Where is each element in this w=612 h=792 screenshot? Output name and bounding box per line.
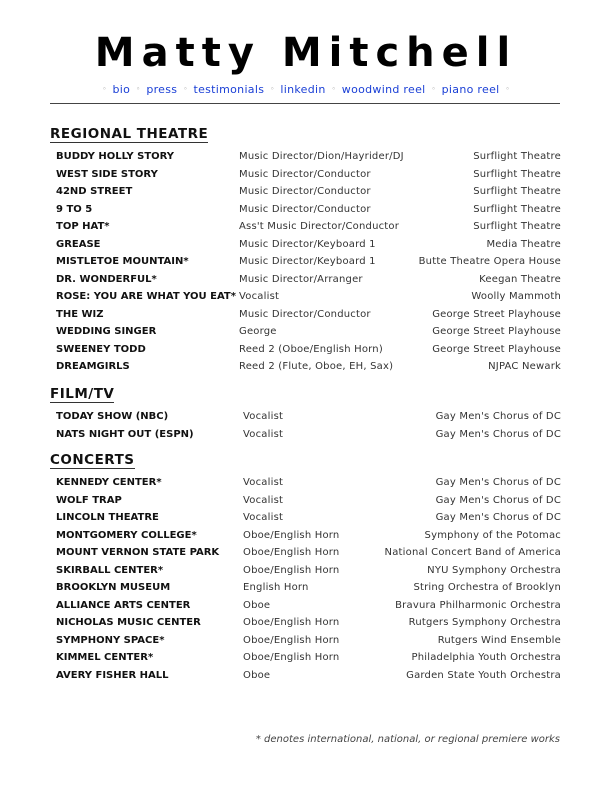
credit-role: Music Director/Dion/Hayrider/DJ: [239, 151, 404, 162]
credit-row: [56, 341, 561, 358]
credit-role: Oboe/English Horn: [243, 564, 340, 576]
credit-row: [56, 492, 561, 509]
credit-role: Oboe: [243, 599, 271, 611]
credit-row: [56, 614, 561, 631]
credit-role: Reed 2 (Oboe/English Horn): [239, 343, 383, 355]
credit-row: [56, 358, 561, 375]
credit-venue: Gay Men's Chorus of DC: [435, 428, 561, 440]
nav-bullet-icon: ◦: [183, 85, 188, 93]
credit-show: SWEENEY TODD: [56, 343, 146, 355]
credit-row: [56, 667, 561, 684]
credit-show: MISTLETOE MOUNTAIN*: [56, 256, 189, 267]
credit-show: THE WIZ: [56, 308, 104, 320]
credit-venue: Surflight Theatre: [473, 203, 561, 215]
credit-venue: Rutgers Wind Ensemble: [437, 634, 561, 646]
credit-venue: Rutgers Symphony Orchestra: [408, 617, 561, 628]
credit-show: TOP HAT*: [56, 221, 110, 232]
nav-bullet-icon: ◦: [505, 85, 510, 93]
credit-venue: NJPAC Newark: [488, 361, 561, 372]
nav-bullet-icon: ◦: [270, 85, 275, 93]
credit-show: 9 TO 5: [56, 203, 93, 215]
credit-venue: George Street Playhouse: [432, 326, 561, 337]
nav-bullet-icon: ◦: [331, 85, 336, 93]
credit-show: MONTGOMERY COLLEGE*: [56, 529, 197, 541]
credit-role: Vocalist: [243, 411, 284, 422]
credit-role: Reed 2 (Flute, Oboe, EH, Sax): [239, 361, 394, 372]
credit-role: Oboe/English Horn: [243, 529, 340, 541]
credit-show: DREAMGIRLS: [56, 361, 130, 372]
credit-venue: Woolly Mammoth: [471, 291, 561, 302]
credit-show: 42ND STREET: [56, 186, 133, 197]
footnote: * denotes international, national, or regional premiere works: [255, 734, 560, 745]
credit-row: [56, 288, 561, 305]
credit-role: Ass't Music Director/Conductor: [239, 221, 400, 232]
credit-show: AVERY FISHER HALL: [56, 669, 169, 681]
credit-show: WOLF TRAP: [56, 494, 122, 506]
credit-venue: Gay Men's Chorus of DC: [435, 411, 561, 422]
credit-role: Music Director/Conductor: [239, 168, 371, 180]
credit-row: [56, 474, 561, 491]
credit-show: TODAY SHOW (NBC): [56, 411, 169, 422]
header-divider: [50, 103, 560, 104]
credit-role: Oboe/English Horn: [243, 617, 340, 628]
credit-role: Music Director/Arranger: [239, 273, 363, 285]
credit-show: WEDDING SINGER: [56, 326, 157, 337]
credit-row: [56, 562, 561, 579]
credit-show: MOUNT VERNON STATE PARK: [56, 547, 220, 558]
credit-role: Music Director/Conductor: [239, 186, 371, 197]
credit-row: [56, 632, 561, 649]
credit-row: [56, 148, 561, 165]
nav-link-press[interactable]: press: [146, 83, 178, 96]
nav-bullet-icon: ◦: [431, 85, 436, 93]
credit-show: ALLIANCE ARTS CENTER: [56, 599, 191, 611]
credit-venue: Gay Men's Chorus of DC: [435, 512, 561, 523]
credit-venue: Symphony of the Potomac: [424, 529, 561, 541]
credit-venue: Surflight Theatre: [473, 186, 561, 197]
credit-row: [56, 597, 561, 614]
credit-row: [56, 253, 561, 270]
credit-venue: Surflight Theatre: [473, 151, 561, 162]
credit-show: GREASE: [56, 238, 101, 250]
credit-venue: George Street Playhouse: [432, 343, 561, 355]
credit-row: [56, 183, 561, 200]
credit-row: [56, 201, 561, 218]
credit-row: [56, 306, 561, 323]
nav-bullet-icon: ◦: [136, 85, 141, 93]
page-title: Matty Mitchell: [94, 30, 518, 76]
credit-row: [56, 544, 561, 561]
credit-row: [56, 218, 561, 235]
credit-venue: Surflight Theatre: [473, 221, 561, 232]
credit-role: Oboe/English Horn: [243, 652, 340, 663]
credit-venue: Surflight Theatre: [473, 168, 561, 180]
credit-venue: Gay Men's Chorus of DC: [435, 494, 561, 506]
credit-venue: NYU Symphony Orchestra: [427, 564, 561, 576]
nav-link-testimonials[interactable]: testimonials: [193, 83, 265, 96]
credit-role: Vocalist: [243, 512, 284, 523]
credit-show: BUDDY HOLLY STORY: [56, 151, 175, 162]
credit-role: Vocalist: [243, 494, 284, 506]
credit-venue: Bravura Philharmonic Orchestra: [395, 599, 561, 611]
credit-row: [56, 527, 561, 544]
nav-link-bio[interactable]: bio: [112, 83, 131, 96]
credit-row: [56, 408, 561, 425]
credit-row: [56, 579, 561, 596]
credit-role: Music Director/Keyboard 1: [239, 238, 376, 250]
credit-role: English Horn: [243, 582, 309, 593]
credit-role: George: [239, 326, 277, 337]
credit-role: Vocalist: [243, 477, 284, 488]
credit-venue: George Street Playhouse: [432, 308, 561, 320]
credit-show: NATS NIGHT OUT (ESPN): [56, 428, 194, 440]
credit-role: Oboe: [243, 669, 271, 681]
credit-row: [56, 271, 561, 288]
section-heading: FILM/TV: [50, 386, 115, 402]
credit-role: Oboe/English Horn: [243, 634, 340, 646]
credit-row: [56, 426, 561, 443]
credit-role: Music Director/Conductor: [239, 203, 371, 215]
credit-venue: Butte Theatre Opera House: [418, 256, 561, 267]
credit-show: WEST SIDE STORY: [56, 168, 158, 180]
nav-bullet-icon: ◦: [102, 85, 107, 93]
credit-role: Vocalist: [243, 428, 284, 440]
credit-role: Music Director/Conductor: [239, 308, 371, 320]
section-heading: CONCERTS: [50, 452, 135, 468]
credit-row: [56, 649, 561, 666]
credit-show: BROOKLYN MUSEUM: [56, 582, 171, 593]
credit-venue: Garden State Youth Orchestra: [406, 669, 561, 681]
credit-row: [56, 509, 561, 526]
credit-show: KENNEDY CENTER*: [56, 477, 162, 488]
nav-links: [0, 83, 612, 96]
credit-venue: National Concert Band of America: [384, 547, 561, 558]
nav-link-linkedin[interactable]: linkedin: [280, 83, 326, 96]
credit-show: DR. WONDERFUL*: [56, 273, 157, 285]
credit-venue: String Orchestra of Brooklyn: [413, 582, 561, 593]
credit-role: Vocalist: [239, 291, 280, 302]
credit-row: [56, 323, 561, 340]
credit-row: [56, 166, 561, 183]
nav-link-piano-reel[interactable]: piano reel: [441, 83, 500, 96]
nav-link-woodwind-reel[interactable]: woodwind reel: [341, 83, 426, 96]
credit-show: LINCOLN THEATRE: [56, 512, 159, 523]
credit-role: Oboe/English Horn: [243, 547, 340, 558]
credit-show: SKIRBALL CENTER*: [56, 564, 164, 576]
credit-show: ROSE: YOU ARE WHAT YOU EAT*: [56, 291, 236, 302]
credit-venue: Keegan Theatre: [479, 273, 561, 285]
section-heading: REGIONAL THEATRE: [50, 126, 209, 142]
credit-venue: Gay Men's Chorus of DC: [435, 477, 561, 488]
credit-venue: Philadelphia Youth Orchestra: [411, 652, 561, 663]
credit-venue: Media Theatre: [486, 238, 561, 250]
credit-role: Music Director/Keyboard 1: [239, 256, 376, 267]
credit-row: [56, 236, 561, 253]
credit-show: KIMMEL CENTER*: [56, 652, 154, 663]
credit-show: SYMPHONY SPACE*: [56, 634, 165, 646]
credit-show: NICHOLAS MUSIC CENTER: [56, 617, 201, 628]
